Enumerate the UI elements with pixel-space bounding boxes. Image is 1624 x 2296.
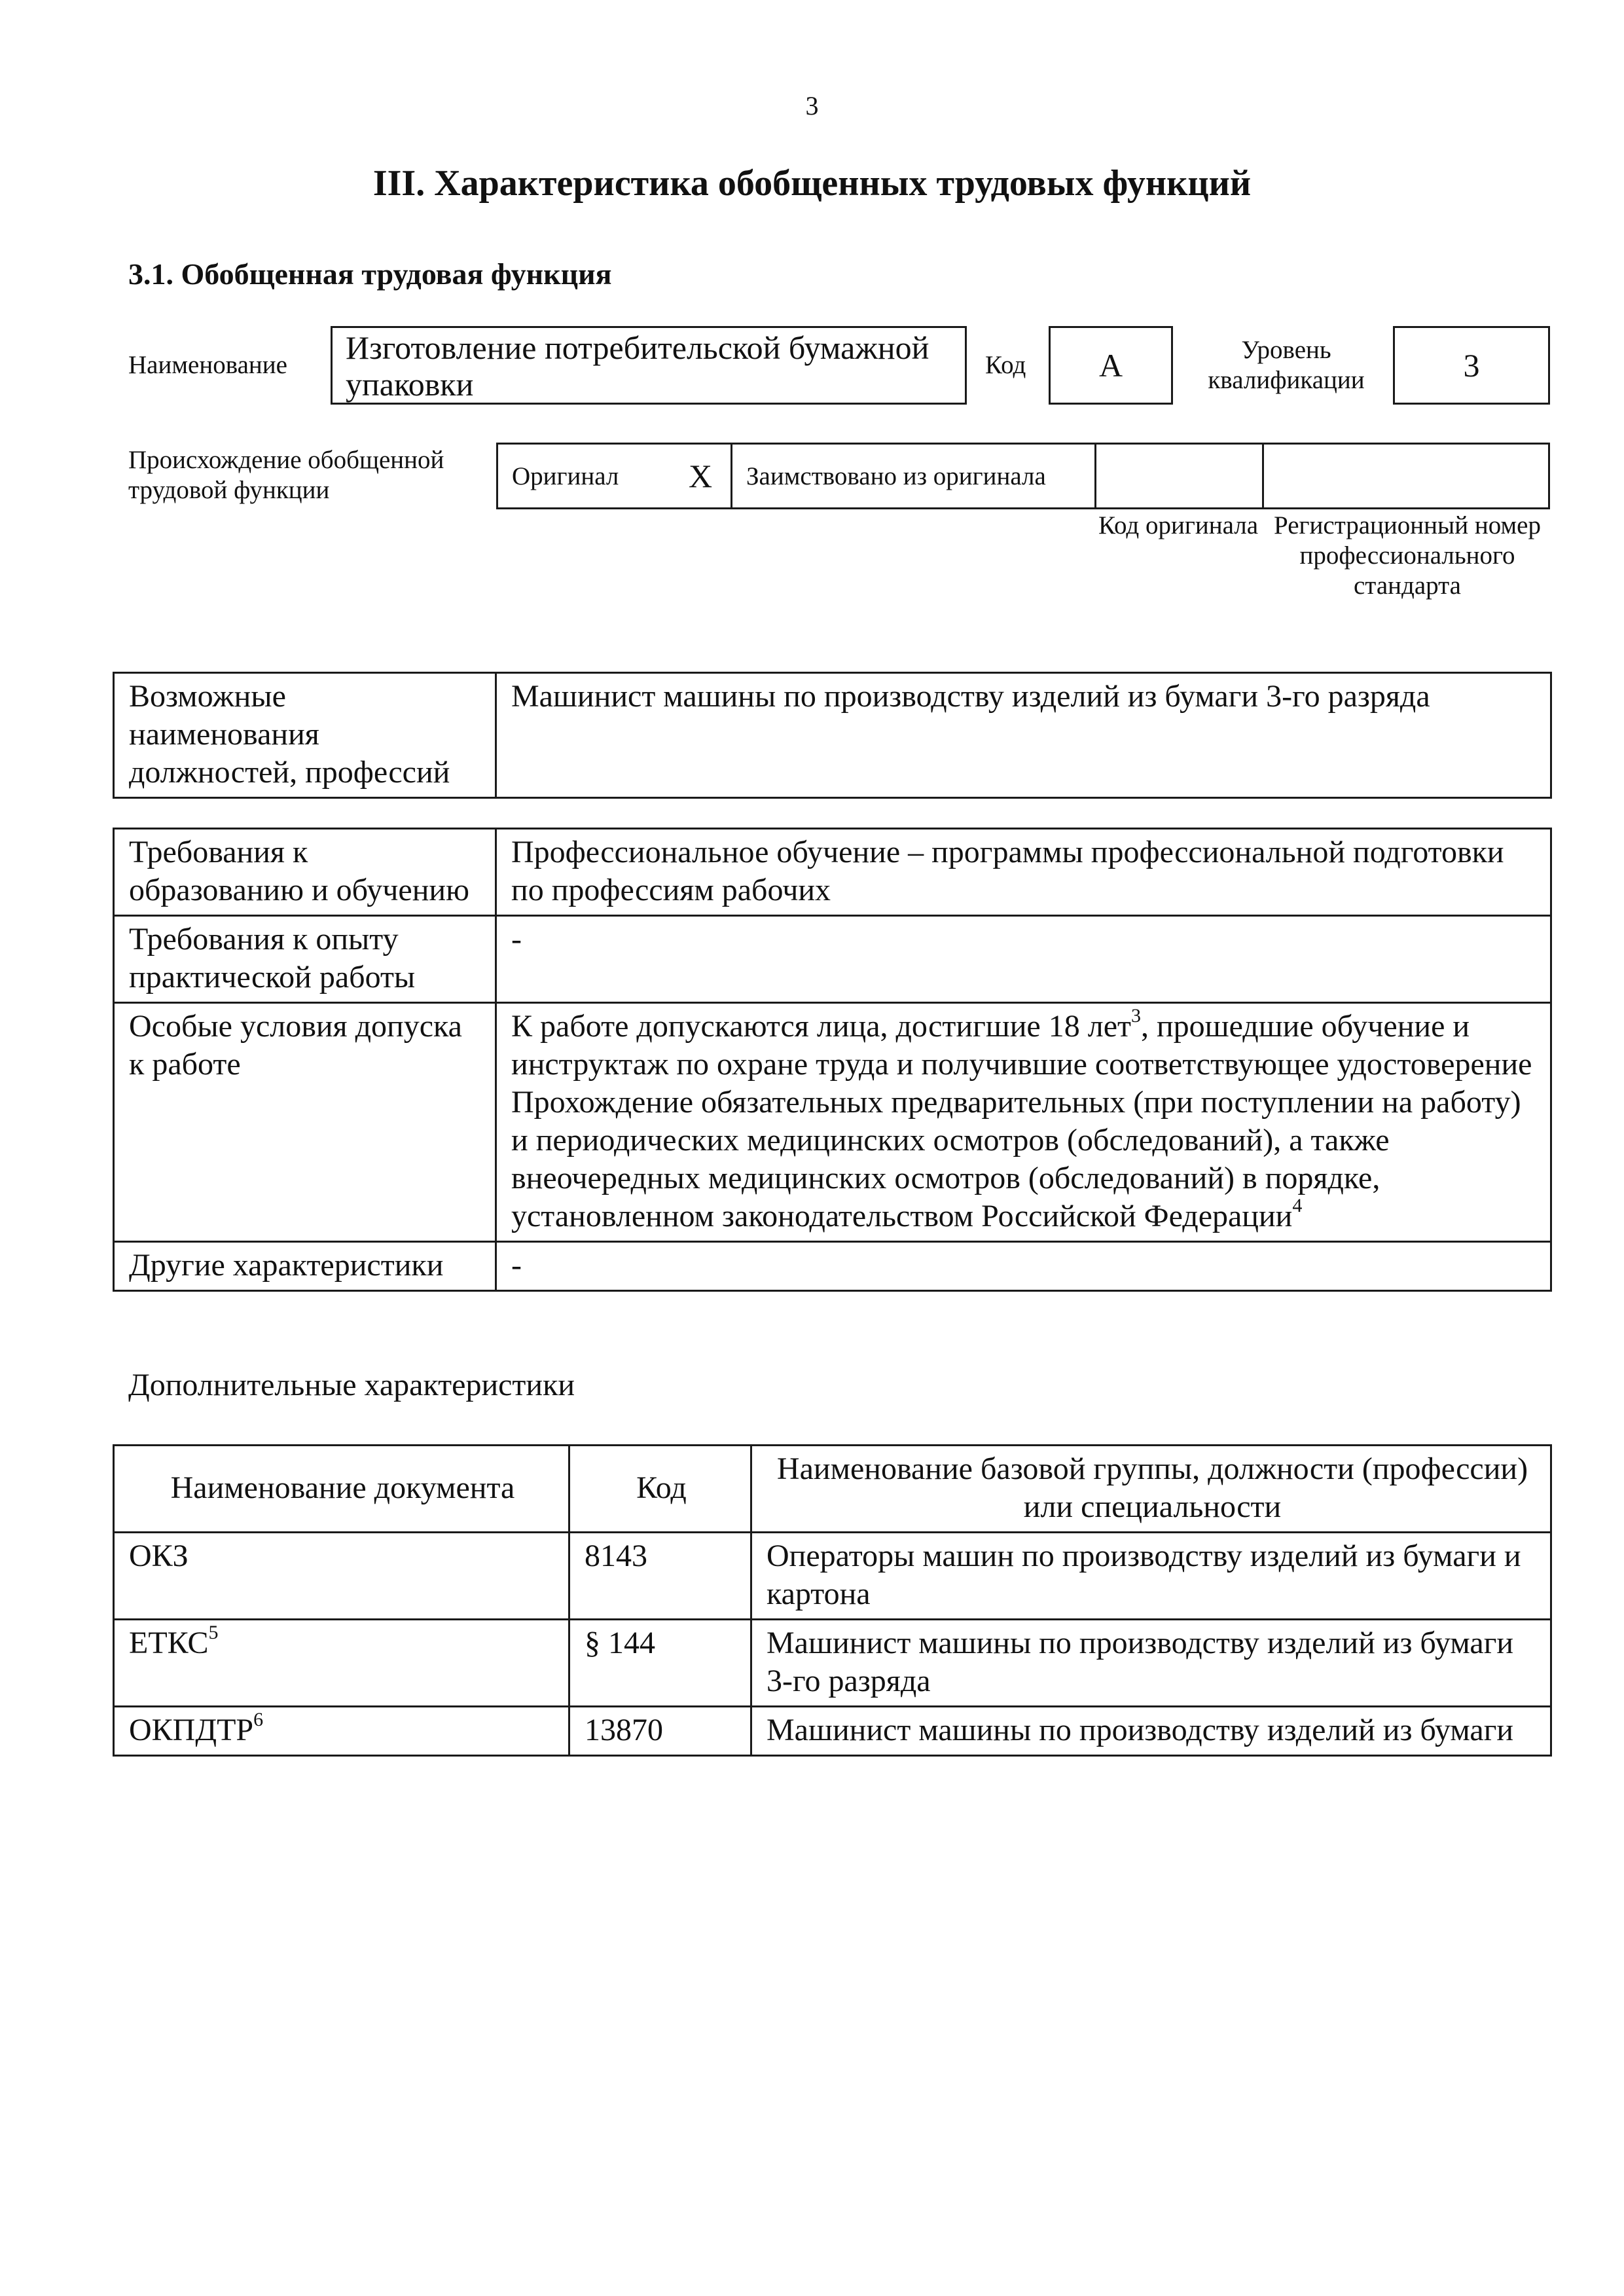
footnote-ref: 5 [208, 1622, 219, 1643]
table-row [114, 1620, 1551, 1707]
reg-number-caption: Регистрационный номер профессионального стандарта [1274, 511, 1541, 600]
table-header-row [114, 1446, 1551, 1533]
other-value: - [496, 1242, 1551, 1291]
table-row [114, 829, 1551, 916]
header-code: Код [569, 1446, 751, 1533]
table-row [114, 916, 1551, 1003]
text: , прошедшие обучение и инструктаж по охране труда и получившие соответствующее удостоверение [511, 1009, 1532, 1082]
name-cell: Машинист машины по производству изделий из бумаги 3-го разряда [751, 1620, 1551, 1707]
table-row [114, 1533, 1551, 1620]
name-cell: Машинист машины по производству изделий из бумаги [751, 1707, 1551, 1756]
table-row [114, 1242, 1551, 1291]
special-conditions-p2 [511, 1084, 1538, 1235]
section-title: III. Характеристика обобщенных трудовых функций [372, 163, 1252, 204]
origin-divider-2 [1094, 443, 1096, 509]
original-label: Оригинал [512, 462, 619, 490]
name-value-box [331, 326, 967, 405]
origin-divider-3 [1262, 443, 1264, 509]
education-value: Профессиональное обучение – программы профессиональной подготовки по профессиям рабочих [496, 829, 1551, 916]
code-cell: 8143 [569, 1533, 751, 1620]
text: Прохождение обязательных предварительных (при поступлении на работу) и периодических медицинских осмотров (обследований), а также внеочередных медицинских осмотров (обследований) в порядке, установленном законодательством Российской Федерации [511, 1085, 1521, 1233]
special-conditions-p1 [511, 1005, 1538, 1084]
code-cell: 13870 [569, 1707, 751, 1756]
text: К работе допускаются лица, достигшие 18 лет [511, 1009, 1131, 1044]
doc-cell [114, 1533, 569, 1620]
original-mark: Х [689, 458, 713, 494]
level-value: 3 [1463, 347, 1480, 384]
positions-label: Возможные наименования должностей, профессий [114, 673, 496, 798]
positions-value: Машинист машины по производству изделий из бумаги 3-го разряда [496, 673, 1551, 798]
doc-cell [114, 1620, 569, 1707]
footnote-ref: 4 [1292, 1195, 1303, 1216]
header-doc: Наименование документа [114, 1446, 569, 1533]
code-value: А [1098, 347, 1123, 384]
special-conditions-value [496, 1003, 1551, 1242]
text: ЕТКС [129, 1626, 209, 1660]
origin-divider-1 [731, 443, 732, 509]
name-value: Изготовление потребительской бумажной упаковки [346, 329, 929, 403]
origin-label: Происхождение обобщенной трудовой функции [128, 446, 444, 504]
table-row [114, 1707, 1551, 1756]
footnote-ref: 3 [1130, 1005, 1141, 1027]
education-label: Требования к образованию и обучению [114, 829, 496, 916]
level-value-box [1393, 326, 1550, 405]
subsection-title: 3.1. Обобщенная трудовая функция [128, 257, 612, 291]
text: ОКПДТР [129, 1713, 254, 1747]
page-number: 3 [805, 91, 819, 120]
experience-value: - [496, 916, 1551, 1003]
name-cell: Операторы машин по производству изделий из бумаги и картона [751, 1533, 1551, 1620]
positions-table [113, 672, 1552, 799]
header-name: Наименование базовой группы, должности (профессии) или специальности [751, 1446, 1551, 1533]
original-code-caption: Код оригинала [1098, 511, 1259, 539]
code-value-box [1049, 326, 1173, 405]
table-row [114, 673, 1551, 798]
experience-label: Требования к опыту практической работы [114, 916, 496, 1003]
footnote-ref: 6 [253, 1709, 264, 1730]
code-label: Код [985, 351, 1026, 379]
text: ОКЗ [129, 1539, 189, 1573]
additional-table [113, 1444, 1552, 1757]
requirements-table [113, 828, 1552, 1292]
code-cell: § 144 [569, 1620, 751, 1707]
table-row [114, 1003, 1551, 1242]
doc-cell [114, 1707, 569, 1756]
special-conditions-label: Особые условия допуска к работе [114, 1003, 496, 1242]
borrowed-label: Заимствовано из оригинала [746, 462, 1046, 490]
additional-title: Дополнительные характеристики [128, 1368, 575, 1402]
name-label: Наименование [128, 351, 287, 379]
other-label: Другие характеристики [114, 1242, 496, 1291]
level-label: Уровень квалификации [1208, 336, 1365, 394]
